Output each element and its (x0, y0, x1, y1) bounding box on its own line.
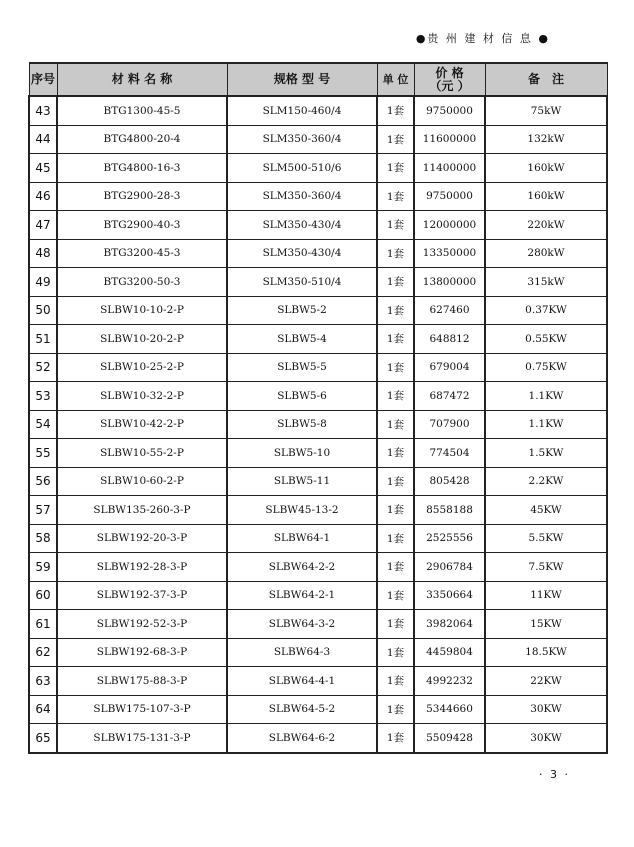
table-row (29, 182, 607, 211)
cell-price: 13350000 (414, 239, 485, 268)
cell-price: 774504 (414, 439, 485, 468)
cell-seq: 63 (29, 667, 57, 696)
header-price-line1: 价 格 (435, 65, 464, 80)
cell-note: 220kW (485, 211, 607, 240)
cell-spec-model: SLBW64-6-2 (227, 724, 377, 753)
cell-spec-model: SLBW64-3 (227, 638, 377, 667)
table-row (29, 382, 607, 411)
cell-price: 11400000 (414, 154, 485, 183)
cell-spec-model: SLBW5-5 (227, 353, 377, 382)
cell-material-name: SLBW192-52-3-P (57, 610, 227, 639)
cell-price: 687472 (414, 382, 485, 411)
cell-price: 648812 (414, 325, 485, 354)
cell-unit: 1套 (377, 211, 414, 240)
table-row (29, 410, 607, 439)
table-row (29, 524, 607, 553)
cell-seq: 54 (29, 410, 57, 439)
table-row (29, 239, 607, 268)
header-note: 备 注 (485, 63, 607, 96)
cell-material-name: SLBW10-60-2-P (57, 467, 227, 496)
cell-material-name: BTG4800-20-4 (57, 125, 227, 154)
cell-material-name: BTG3200-50-3 (57, 268, 227, 297)
cell-seq: 43 (29, 96, 57, 125)
cell-material-name: SLBW175-131-3-P (57, 724, 227, 753)
cell-note: 30KW (485, 724, 607, 753)
cell-note: 1.1KW (485, 382, 607, 411)
cell-material-name: SLBW192-68-3-P (57, 638, 227, 667)
cell-unit: 1套 (377, 524, 414, 553)
cell-note: 280kW (485, 239, 607, 268)
cell-material-name: SLBW10-32-2-P (57, 382, 227, 411)
table-row (29, 581, 607, 610)
cell-price: 4459804 (414, 638, 485, 667)
cell-note: 11KW (485, 581, 607, 610)
cell-note: 30KW (485, 695, 607, 724)
cell-seq: 46 (29, 182, 57, 211)
cell-note: 132kW (485, 125, 607, 154)
table-row (29, 610, 607, 639)
cell-seq: 50 (29, 296, 57, 325)
cell-price: 2525556 (414, 524, 485, 553)
table-row (29, 96, 607, 125)
table-body (29, 96, 607, 753)
cell-unit: 1套 (377, 638, 414, 667)
cell-seq: 44 (29, 125, 57, 154)
cell-material-name: BTG4800-16-3 (57, 154, 227, 183)
table-row (29, 496, 607, 525)
cell-note: 315kW (485, 268, 607, 297)
cell-price: 2906784 (414, 553, 485, 582)
table-row (29, 211, 607, 240)
cell-note: 22KW (485, 667, 607, 696)
cell-note: 45KW (485, 496, 607, 525)
cell-price: 5509428 (414, 724, 485, 753)
cell-price: 679004 (414, 353, 485, 382)
cell-unit: 1套 (377, 581, 414, 610)
cell-price: 13800000 (414, 268, 485, 297)
cell-spec-model: SLBW5-6 (227, 382, 377, 411)
cell-unit: 1套 (377, 296, 414, 325)
cell-spec-model: SLBW5-11 (227, 467, 377, 496)
cell-unit: 1套 (377, 439, 414, 468)
cell-seq: 56 (29, 467, 57, 496)
cell-unit: 1套 (377, 695, 414, 724)
cell-material-name: SLBW175-88-3-P (57, 667, 227, 696)
cell-spec-model: SLM350-360/4 (227, 182, 377, 211)
cell-material-name: BTG3200-45-3 (57, 239, 227, 268)
cell-material-name: SLBW10-55-2-P (57, 439, 227, 468)
cell-spec-model: SLBW5-8 (227, 410, 377, 439)
cell-spec-model: SLM350-430/4 (227, 239, 377, 268)
cell-spec-model: SLM350-510/4 (227, 268, 377, 297)
cell-note: 0.55KW (485, 325, 607, 354)
cell-material-name: SLBW175-107-3-P (57, 695, 227, 724)
cell-unit: 1套 (377, 382, 414, 411)
header-seq: 序号 (29, 63, 57, 96)
cell-material-name: SLBW192-37-3-P (57, 581, 227, 610)
cell-seq: 55 (29, 439, 57, 468)
cell-note: 7.5KW (485, 553, 607, 582)
cell-seq: 48 (29, 239, 57, 268)
cell-price: 11600000 (414, 125, 485, 154)
cell-note: 15KW (485, 610, 607, 639)
cell-spec-model: SLM350-430/4 (227, 211, 377, 240)
cell-price: 8558188 (414, 496, 485, 525)
cell-seq: 59 (29, 553, 57, 582)
cell-unit: 1套 (377, 724, 414, 753)
cell-material-name: SLBW192-28-3-P (57, 553, 227, 582)
cell-material-name: BTG2900-28-3 (57, 182, 227, 211)
cell-note: 0.37KW (485, 296, 607, 325)
table-row (29, 695, 607, 724)
cell-seq: 65 (29, 724, 57, 753)
cell-spec-model: SLBW64-4-1 (227, 667, 377, 696)
cell-seq: 64 (29, 695, 57, 724)
table-header (29, 63, 607, 96)
cell-spec-model: SLBW64-3-2 (227, 610, 377, 639)
price-table (28, 62, 608, 754)
cell-spec-model: SLBW5-10 (227, 439, 377, 468)
cell-spec-model: SLBW5-2 (227, 296, 377, 325)
cell-price: 9750000 (414, 182, 485, 211)
cell-note: 0.75KW (485, 353, 607, 382)
table-row (29, 125, 607, 154)
cell-note: 18.5KW (485, 638, 607, 667)
header-price (414, 63, 485, 96)
cell-material-name: SLBW10-20-2-P (57, 325, 227, 354)
cell-seq: 60 (29, 581, 57, 610)
cell-unit: 1套 (377, 125, 414, 154)
cell-unit: 1套 (377, 239, 414, 268)
cell-spec-model: SLM350-360/4 (227, 125, 377, 154)
cell-seq: 45 (29, 154, 57, 183)
cell-unit: 1套 (377, 410, 414, 439)
cell-material-name: SLBW135-260-3-P (57, 496, 227, 525)
page-number: · 3 · (539, 768, 570, 781)
cell-spec-model: SLBW64-5-2 (227, 695, 377, 724)
cell-price: 627460 (414, 296, 485, 325)
table-row (29, 325, 607, 354)
table-row (29, 439, 607, 468)
table-row (29, 667, 607, 696)
cell-spec-model: SLM150-460/4 (227, 96, 377, 125)
cell-material-name: SLBW10-10-2-P (57, 296, 227, 325)
cell-price: 4992232 (414, 667, 485, 696)
cell-price: 9750000 (414, 96, 485, 125)
cell-seq: 49 (29, 268, 57, 297)
cell-unit: 1套 (377, 182, 414, 211)
cell-spec-model: SLBW64-2-1 (227, 581, 377, 610)
cell-unit: 1套 (377, 610, 414, 639)
cell-material-name: SLBW192-20-3-P (57, 524, 227, 553)
table-row (29, 154, 607, 183)
cell-price: 3982064 (414, 610, 485, 639)
cell-seq: 47 (29, 211, 57, 240)
cell-spec-model: SLBW64-2-2 (227, 553, 377, 582)
cell-seq: 51 (29, 325, 57, 354)
page-header-title: ●贵 州 建 材 信 息 ● (415, 32, 550, 45)
cell-price: 707900 (414, 410, 485, 439)
table-row (29, 553, 607, 582)
cell-seq: 52 (29, 353, 57, 382)
cell-price: 805428 (414, 467, 485, 496)
cell-seq: 62 (29, 638, 57, 667)
cell-price: 3350664 (414, 581, 485, 610)
cell-spec-model: SLBW5-4 (227, 325, 377, 354)
cell-unit: 1套 (377, 325, 414, 354)
header-spec-model: 规格 型 号 (227, 63, 377, 96)
cell-material-name: BTG1300-45-5 (57, 96, 227, 125)
cell-price: 5344660 (414, 695, 485, 724)
header-material-name: 材 料 名 称 (57, 63, 227, 96)
table-row (29, 638, 607, 667)
cell-unit: 1套 (377, 667, 414, 696)
cell-material-name: SLBW10-25-2-P (57, 353, 227, 382)
cell-seq: 58 (29, 524, 57, 553)
cell-unit: 1套 (377, 96, 414, 125)
table-row (29, 467, 607, 496)
table-row (29, 724, 607, 753)
cell-seq: 61 (29, 610, 57, 639)
cell-material-name: SLBW10-42-2-P (57, 410, 227, 439)
cell-note: 1.5KW (485, 439, 607, 468)
table-row (29, 268, 607, 297)
cell-unit: 1套 (377, 496, 414, 525)
header-price-line2: （元 ） (429, 78, 470, 93)
cell-note: 2.2KW (485, 467, 607, 496)
cell-unit: 1套 (377, 268, 414, 297)
header-row (29, 63, 607, 96)
cell-note: 5.5KW (485, 524, 607, 553)
table-row (29, 296, 607, 325)
cell-spec-model: SLBW64-1 (227, 524, 377, 553)
cell-spec-model: SLBW45-13-2 (227, 496, 377, 525)
cell-unit: 1套 (377, 154, 414, 183)
table-row (29, 353, 607, 382)
cell-price: 12000000 (414, 211, 485, 240)
cell-note: 160kW (485, 182, 607, 211)
cell-unit: 1套 (377, 553, 414, 582)
cell-note: 1.1KW (485, 410, 607, 439)
cell-unit: 1套 (377, 467, 414, 496)
header-unit: 单 位 (377, 63, 414, 96)
cell-note: 160kW (485, 154, 607, 183)
cell-note: 75kW (485, 96, 607, 125)
cell-unit: 1套 (377, 353, 414, 382)
cell-spec-model: SLM500-510/6 (227, 154, 377, 183)
cell-seq: 57 (29, 496, 57, 525)
cell-seq: 53 (29, 382, 57, 411)
cell-material-name: BTG2900-40-3 (57, 211, 227, 240)
